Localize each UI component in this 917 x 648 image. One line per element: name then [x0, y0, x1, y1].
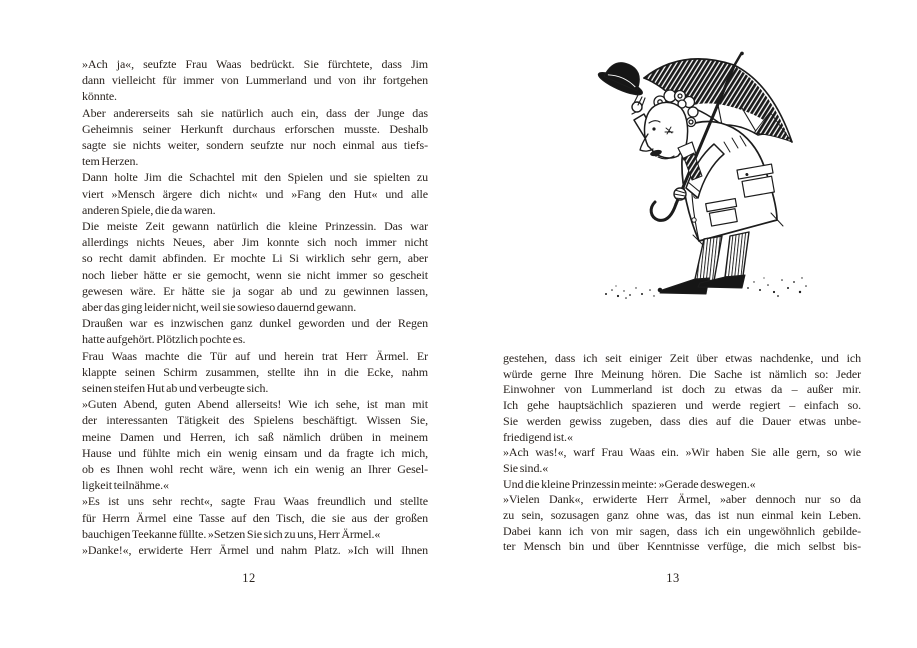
text-line: tem Herzen. [82, 154, 139, 169]
text-line: aber das ging leider nicht, weil sie sowieso dauernd gewann. [82, 300, 357, 315]
text-line: Sie werden gewiss zugeben, dass dies auf die Dauer etwas unbe- [503, 413, 861, 428]
text-line: »Guten Abend, guten Abend allerseits! Wie ich sehe, ist man mit [82, 397, 428, 412]
text-line: »Ach ja«, seufzte Frau Waas bedrückt. Sie fürchtete, dass Jim [82, 57, 428, 71]
eye [652, 127, 655, 130]
text-line: viert »Mensch ärgere dich nicht« und »Fang den Hut« und alle [82, 186, 428, 201]
text-line: ter Mensch bin und über Kenntnisse verfüge, die mich selbst bis- [503, 539, 861, 554]
right-page-number: 13 [666, 571, 680, 585]
text-line: Ich gehe hauptsächlich spazieren und werde regiert – einfach so. [503, 398, 861, 413]
text-line: allerdings nichts Neues, aber Jim konnte sich noch immer nicht [82, 235, 428, 250]
bowler-hat-icon [596, 55, 651, 99]
umbrella-hook-handle [651, 202, 676, 220]
text-line: so recht damit abfinden. Er mochte Li Si wirklich sehr gern, aber [82, 251, 428, 266]
text-line: Dann holte Jim die Schachtel mit den Spielen und sie spielten zu [82, 170, 428, 185]
text-line: dann vielleicht für immer von Lummerland und von ihr fortgehen [82, 73, 428, 88]
text-line: könnte. [82, 89, 117, 104]
text-line: seinen steifen Hut ab und verbeugte sich. [82, 381, 269, 396]
text-line: hatte aufgehört. Plötzlich pochte es. [82, 332, 246, 347]
text-line: Frau Waas machte die Tür auf und herein trat Herr Ärmel. Er [82, 348, 428, 363]
text-line: der interessanten Tätigkeit des Spielens beschäftigt. Wissen Sie, [82, 413, 428, 428]
text-line: ob es Ihnen wohl recht wäre, wenn ich ein wenig an Ihrer Gesel- [82, 462, 428, 477]
text-line: gewesen wäre. Er hätte sie ja sogar ab und zu gewinnen lassen, [82, 283, 428, 298]
text-line: zu sein, sozusagen ganz ohne was, das ist nun einmal kein Leben. [503, 508, 861, 523]
text-line: »Vielen Dank«, erwiderte Herr Ärmel, »aber dennoch nur so da [503, 492, 861, 507]
text-line: würde gerne Ihre Meinung hören. Die Sache ist nämlich so: Jeder [503, 366, 861, 381]
text-line: »Danke!«, erwiderte Herr Ärmel und nahm Platz. »Ich will Ihnen [82, 543, 428, 558]
text-line: Einwohner von Lummerland ist doch zu etwas da – außer mir. [503, 382, 861, 397]
text-line: Aber andererseits sah sie natürlich auch ein, dass der Junge das [82, 105, 428, 120]
text-line: Dabei kann ich von mir sagen, dass ich ein ungewöhnlich gebilde- [503, 523, 861, 538]
text-line: anderen Spiele, die da waren. [82, 202, 216, 217]
text-line: »Es ist uns sehr recht«, sagte Frau Waas freundlich und stellte [82, 494, 428, 509]
text-line: noch lieber hätte er sie gemocht, wenn sie nicht immer so gescheit [82, 267, 428, 282]
text-line: ligkeit teilnähme.« [82, 478, 169, 493]
text-line: Sie sind.« [503, 460, 549, 475]
text-line: für Herrn Ärmel eine Tasse auf den Tisch, die sie aus der großen [82, 510, 428, 525]
text-line: klappte seinen Schirm zusammen, stellte ihn in die Ecke, nahm [82, 364, 428, 379]
text-line: Geheimnis seiner Herkunft durchaus erforschen musste. Deshalb [82, 121, 428, 136]
right-page-text [503, 351, 861, 555]
text-line: Hause und fühlte mich ein wenig einsam und da fragte ich mich, [82, 445, 428, 460]
illustration-svg [596, 50, 811, 300]
text-line: Draußen war es inzwischen ganz dunkel geworden und der Regen [82, 316, 428, 331]
coat-pocket-lower [706, 199, 740, 227]
text-line: Die meiste Zeit gewann natürlich die kleine Prinzessin. Das war [82, 219, 428, 234]
gripping-hand [674, 188, 686, 200]
text-line: Und die kleine Prinzessin meinte: »Gerade deswegen.« [503, 476, 756, 491]
herr-aermel-illustration [596, 50, 811, 300]
left-page-number: 12 [242, 571, 256, 585]
text-line: sagte sie nichts weiter, sondern seufzte nur noch einmal aus tiefs- [82, 138, 428, 153]
text-line: bauchigen Teekanne füllte. »Setzen Sie sich zu uns, Herr Ärmel.« [82, 526, 381, 541]
umbrella-ferrule [734, 52, 744, 66]
text-line: gestehen, dass ich seit einiger Zeit über etwas nachdenke, und ich [503, 351, 861, 365]
left-page-text [82, 56, 428, 558]
text-line: »Ach was!«, warf Frau Waas ein. »Wir haben Sie alle gern, so wie [503, 445, 861, 460]
text-line: meine Damen und Herren, ich saß nämlich drüben in meinem [82, 429, 428, 444]
text-line: friedigend ist.« [503, 429, 573, 444]
